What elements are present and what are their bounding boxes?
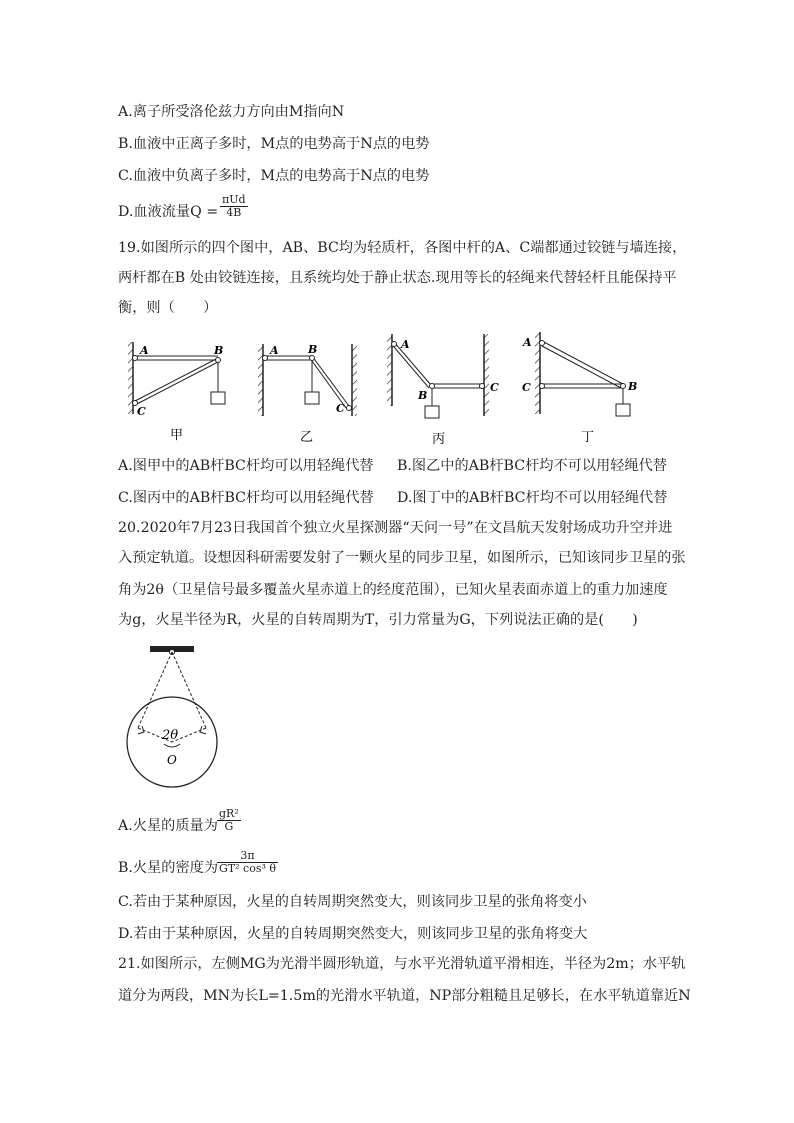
label-b: B <box>418 389 428 402</box>
q20-option-a: A.火星的质量为 <box>118 818 218 834</box>
caption-jia: 甲 <box>170 428 184 443</box>
q20-option-b: B.火星的密度为 <box>118 860 219 876</box>
label-b: B <box>628 380 638 393</box>
q18-option-d: D.血液流量Q = <box>118 204 219 220</box>
q20-option-c: C.若由于某种原因，火星的自转周期突然变大，则该同步卫星的张角将变小 <box>118 894 587 910</box>
q19-stem-line2: 两杆都在B 处由铰链连接，且系统均处于静止状态.现用等长的轻绳来代替轻杆且能保持平 <box>118 270 677 286</box>
q19-option-c: C.图丙中的AB杆BC杆均可以用轻绳代替 <box>118 490 374 506</box>
q20-stem-line1: 20.2020年7月23日我国首个独立火星探测器“天问一号”在文昌航天发射场成功升空并进 <box>118 520 673 536</box>
label-c: C <box>137 405 146 418</box>
q18-option-c: C.血液中负离子多时，M点的电势高于N点的电势 <box>118 168 430 184</box>
caption-yi: 乙 <box>300 430 314 445</box>
q19-option-a: A.图甲中的AB杆BC杆均可以用轻绳代替 <box>118 458 374 474</box>
fraction-denominator: G <box>224 820 234 833</box>
fraction-numerator: 3π <box>217 850 278 863</box>
q19-figures <box>120 328 660 448</box>
fraction-denominator: 4B <box>226 206 242 219</box>
q20-stem-line3: 角为2θ（卫星信号最多覆盖火星赤道上的经度范围），已知火星表面赤道上的重力加速度 <box>118 582 668 598</box>
q18-option-d-fraction <box>220 194 248 219</box>
angle-label: 2θ <box>162 728 179 743</box>
label-a: A <box>401 338 410 351</box>
fraction-denominator: GT² cos³ θ <box>219 862 276 875</box>
figure-bing <box>387 334 499 447</box>
q21-stem-line1: 21.如图所示，左侧MG为光滑半圆形轨道，与水平光滑轨道平滑相连，半径为2m；水平轨 <box>118 956 686 972</box>
q20-option-a-fraction <box>217 808 241 833</box>
q21-stem-line2: 道分为两段，MN为长L=1.5m的光滑水平轨道，NP部分粗糙且足够长，在水平轨道靠近N <box>118 988 691 1004</box>
q19-stem-line1: 19.如图所示的四个图中，AB、BC均为轻质杆，各图中杆的A、C端都通过铰链与墙连接， <box>118 240 687 256</box>
figure-ding <box>522 332 637 445</box>
caption-ding: 丁 <box>581 430 595 445</box>
q20-figure <box>118 640 228 800</box>
q20-stem-line4: 为g，火星半径为R，火星的自转周期为T，引力常量为G，下列说法正确的是( ) <box>118 612 638 628</box>
q20-option-d: D.若由于某种原因，火星的自转周期突然变大，则该同步卫星的张角将变大 <box>118 926 588 942</box>
label-a: A <box>270 344 279 357</box>
q20-option-b-fraction <box>217 850 278 875</box>
label-b: B <box>214 344 224 357</box>
fraction-numerator: πUd <box>222 193 246 206</box>
label-c: C <box>490 381 499 394</box>
figure-yi <box>258 343 357 445</box>
fraction-numerator: gR² <box>219 807 239 820</box>
caption-bing: 丙 <box>432 432 446 447</box>
label-a: A <box>523 336 532 349</box>
q18-option-b: B.血液中正离子多时，M点的电势高于N点的电势 <box>118 136 430 152</box>
q19-stem-line3: 衡，则（ ） <box>118 300 218 316</box>
label-c: C <box>336 402 345 415</box>
label-c: C <box>522 381 531 394</box>
label-b: B <box>308 343 318 356</box>
figure-jia <box>128 342 225 443</box>
q18-option-a: A.离子所受洛伦兹力方向由M指向N <box>118 104 345 120</box>
q20-stem-line2: 入预定轨道。设想因科研需要发射了一颗火星的同步卫星，如图所示，已知该同步卫星的张 <box>118 550 686 566</box>
label-a: A <box>140 344 149 357</box>
q19-option-b: B.图乙中的AB杆BC杆均不可以用轻绳代替 <box>397 458 667 474</box>
center-label: O <box>167 753 177 767</box>
q19-option-d: D.图丁中的AB杆BC杆均不可以用轻绳代替 <box>397 490 668 506</box>
